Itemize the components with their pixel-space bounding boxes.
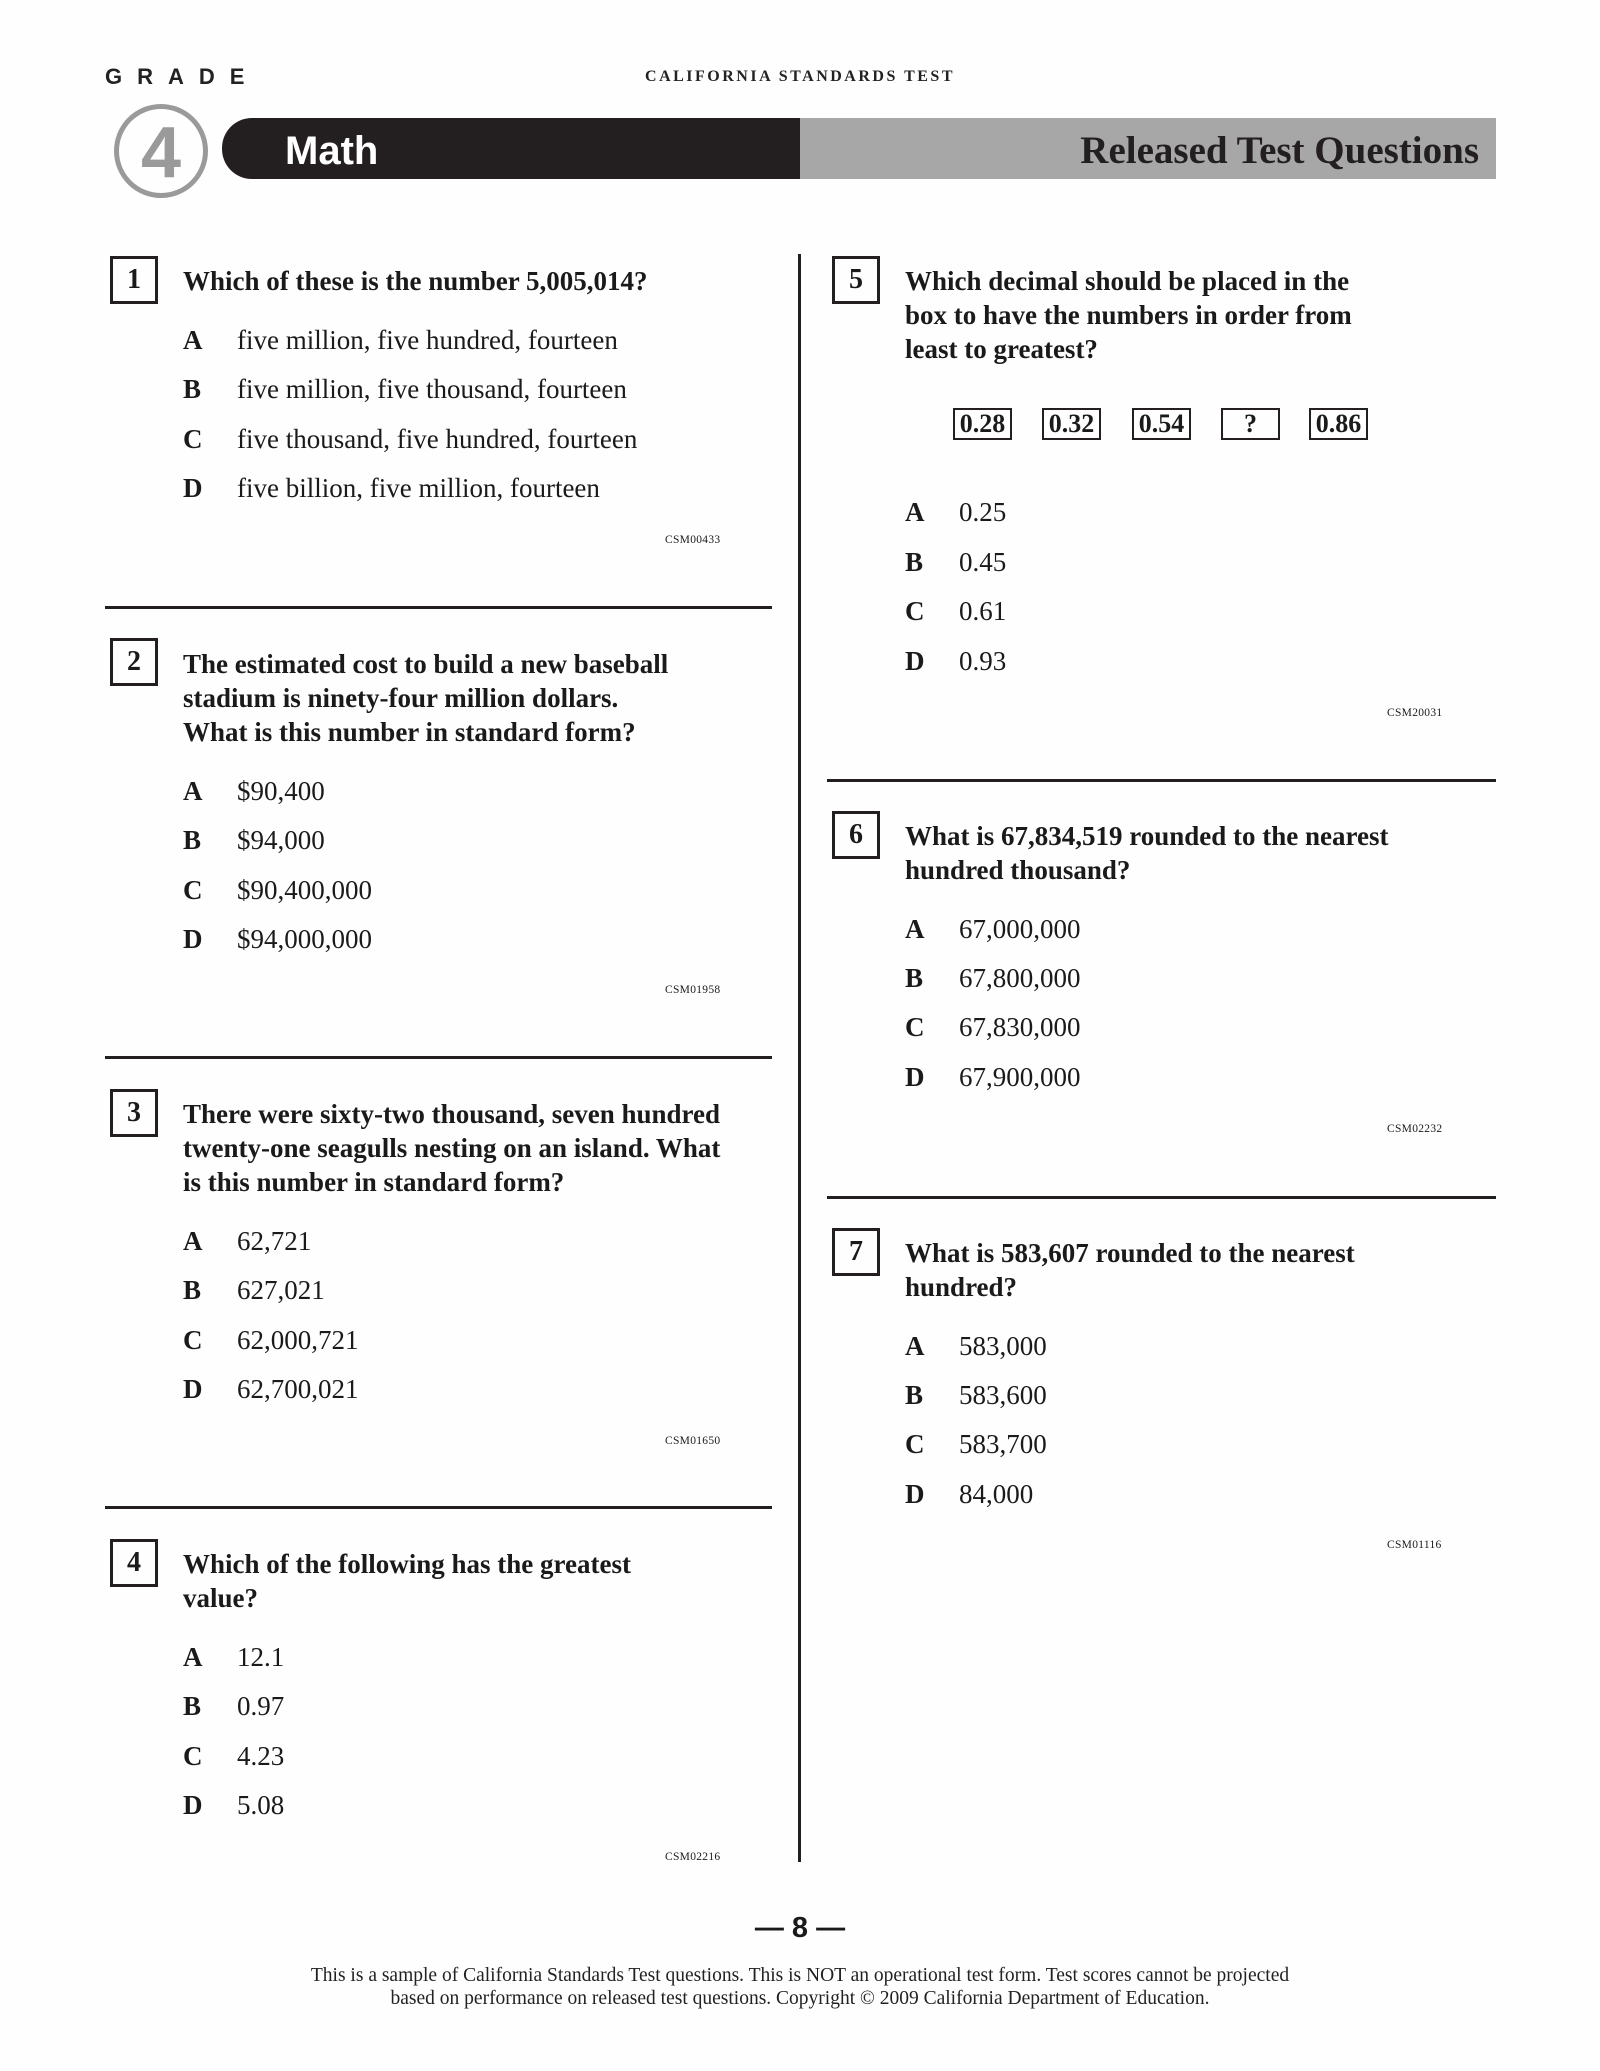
question-3-prompt xyxy=(183,1097,720,1199)
option-a[interactable] xyxy=(905,1329,1047,1363)
page-number: — 8 — xyxy=(754,1912,846,1944)
option-letter: A xyxy=(183,1226,203,1256)
option-letter: A xyxy=(183,1642,203,1672)
grade-label: GRADE xyxy=(105,64,260,89)
question-number: 3 xyxy=(110,1089,158,1137)
prompt-line: Which of these is the number 5,005,014? xyxy=(183,266,648,296)
option-letter: A xyxy=(905,914,925,944)
option-text: 62,721 xyxy=(237,1226,312,1256)
question-separator xyxy=(105,1506,772,1509)
question-separator xyxy=(827,779,1496,782)
option-a[interactable] xyxy=(183,1224,311,1258)
option-text: 12.1 xyxy=(237,1642,285,1672)
option-letter: A xyxy=(183,776,203,806)
sequence-number-box: 0.86 xyxy=(1309,408,1368,440)
option-text: $94,000 xyxy=(237,825,325,855)
item-code: CSM01650 xyxy=(665,1435,721,1447)
question-6 xyxy=(832,811,880,859)
prompt-line: Which of the following has the greatest xyxy=(183,1549,631,1579)
question-number: 5 xyxy=(832,256,880,304)
prompt-line: box to have the numbers in order from xyxy=(905,300,1352,330)
prompt-line: value? xyxy=(183,1583,259,1613)
option-d[interactable] xyxy=(183,471,600,505)
prompt-line: What is 583,607 rounded to the nearest xyxy=(905,1238,1355,1268)
option-d[interactable] xyxy=(183,1788,284,1822)
option-b[interactable] xyxy=(183,823,325,857)
question-2 xyxy=(110,638,158,686)
option-d[interactable] xyxy=(905,644,1006,678)
option-text: $90,400 xyxy=(237,776,325,806)
question-separator xyxy=(827,1196,1496,1199)
option-letter: A xyxy=(183,325,203,355)
option-letter: B xyxy=(183,1275,202,1305)
option-text: 62,000,721 xyxy=(237,1325,359,1355)
grade-number: 4 xyxy=(140,113,182,193)
option-b[interactable] xyxy=(183,1689,284,1723)
column-divider xyxy=(798,254,801,1862)
option-a[interactable] xyxy=(905,495,1006,529)
option-letter: C xyxy=(183,875,203,905)
footer-line: This is a sample of California Standards Test questions. This is NOT an operational test form. Test scores cannot be projected xyxy=(310,1965,1290,1986)
question-7 xyxy=(832,1228,880,1276)
sequence-number-box: 0.54 xyxy=(1132,408,1191,440)
item-code: CSM00433 xyxy=(665,534,721,546)
option-text: $90,400,000 xyxy=(237,875,372,905)
option-letter: D xyxy=(183,473,203,503)
option-text: five thousand, five hundred, fourteen xyxy=(237,424,638,454)
option-text: 0.45 xyxy=(959,547,1007,577)
option-c[interactable] xyxy=(183,1739,284,1773)
option-letter: B xyxy=(183,825,202,855)
prompt-line: stadium is ninety-four million dollars. xyxy=(183,683,619,713)
option-d[interactable] xyxy=(183,922,372,956)
option-a[interactable] xyxy=(183,323,618,357)
option-letter: B xyxy=(183,1691,202,1721)
option-letter: B xyxy=(905,963,924,993)
sequence-number-box: 0.28 xyxy=(953,408,1012,440)
option-text: 0.61 xyxy=(959,596,1007,626)
option-text: 0.25 xyxy=(959,497,1007,527)
footer-line: based on performance on released test questions. Copyright © 2009 California Department of Education. xyxy=(390,1988,1210,2009)
subject-title: Math xyxy=(285,129,379,173)
prompt-line: hundred thousand? xyxy=(905,855,1131,885)
option-text: five million, five thousand, fourteen xyxy=(237,374,627,404)
prompt-line: What is 67,834,519 rounded to the nearest xyxy=(905,821,1389,851)
item-code: CSM01958 xyxy=(665,984,721,996)
question-number: 7 xyxy=(832,1228,880,1276)
prompt-line: There were sixty-two thousand, seven hundred xyxy=(183,1099,721,1129)
option-text: 0.93 xyxy=(959,646,1007,676)
option-text: 84,000 xyxy=(959,1479,1034,1509)
option-text: 583,600 xyxy=(959,1380,1047,1410)
option-text: five million, five hundred, fourteen xyxy=(237,325,618,355)
option-b[interactable] xyxy=(905,545,1006,579)
option-b[interactable] xyxy=(905,961,1081,995)
question-4 xyxy=(110,1539,158,1587)
option-b[interactable] xyxy=(183,1273,325,1307)
question-6-prompt xyxy=(905,819,1389,887)
option-letter: C xyxy=(905,1012,925,1042)
question-number: 6 xyxy=(832,811,880,859)
prompt-line: What is this number in standard form? xyxy=(183,717,636,747)
question-2-prompt xyxy=(183,647,668,749)
option-b[interactable] xyxy=(183,372,627,406)
option-letter: D xyxy=(183,924,203,954)
option-d[interactable] xyxy=(905,1060,1081,1094)
question-1-prompt xyxy=(183,264,648,298)
option-c[interactable] xyxy=(183,1323,359,1357)
test-name: CALIFORNIA STANDARDS TEST xyxy=(645,68,955,85)
option-text: 627,021 xyxy=(237,1275,325,1305)
option-text: 67,000,000 xyxy=(959,914,1081,944)
item-code: CSM02232 xyxy=(1387,1123,1443,1135)
option-letter: B xyxy=(905,1380,924,1410)
option-letter: D xyxy=(183,1790,203,1820)
prompt-line: least to greatest? xyxy=(905,334,1098,364)
prompt-line: twenty-one seagulls nesting on an island. What xyxy=(183,1133,721,1163)
prompt-line: is this number in standard form? xyxy=(183,1167,565,1197)
option-text: five billion, five million, fourteen xyxy=(237,473,600,503)
prompt-line: Which decimal should be placed in the xyxy=(905,266,1350,296)
option-letter: C xyxy=(183,1325,203,1355)
item-code: CSM20031 xyxy=(1387,707,1443,719)
option-letter: C xyxy=(905,1429,925,1459)
option-letter: A xyxy=(905,1331,925,1361)
option-a[interactable] xyxy=(905,912,1081,946)
option-letter: D xyxy=(905,1479,925,1509)
option-b[interactable] xyxy=(905,1378,1047,1412)
section-title: Released Test Questions xyxy=(1080,129,1479,172)
option-text: 4.23 xyxy=(237,1741,285,1771)
option-letter: C xyxy=(905,596,925,626)
option-text: 67,830,000 xyxy=(959,1012,1081,1042)
option-letter: D xyxy=(183,1374,203,1404)
question-1 xyxy=(110,256,158,304)
question-separator xyxy=(105,606,772,609)
option-c[interactable] xyxy=(183,422,637,456)
question-3 xyxy=(110,1089,158,1137)
option-letter: D xyxy=(905,646,925,676)
copyright-notice xyxy=(200,1964,1400,2010)
question-number: 1 xyxy=(110,256,158,304)
item-code: CSM02216 xyxy=(665,1851,721,1863)
question-4-prompt xyxy=(183,1547,631,1615)
option-c[interactable] xyxy=(183,873,372,907)
question-7-prompt xyxy=(905,1236,1355,1304)
option-letter: A xyxy=(905,497,925,527)
option-letter: D xyxy=(905,1062,925,1092)
option-a[interactable] xyxy=(183,1640,284,1674)
sequence-number-box: 0.32 xyxy=(1042,408,1101,440)
prompt-line: hundred? xyxy=(905,1272,1018,1302)
option-c[interactable] xyxy=(905,594,1006,628)
option-c[interactable] xyxy=(905,1427,1047,1461)
question-number: 4 xyxy=(110,1539,158,1587)
option-letter: B xyxy=(905,547,924,577)
question-5 xyxy=(832,256,880,304)
sequence-unknown-box: ? xyxy=(1221,408,1280,440)
option-c[interactable] xyxy=(905,1010,1081,1044)
option-text: 0.97 xyxy=(237,1691,285,1721)
question-separator xyxy=(105,1056,772,1059)
option-letter: C xyxy=(183,424,203,454)
option-letter: B xyxy=(183,374,202,404)
option-text: 62,700,021 xyxy=(237,1374,359,1404)
option-text: 67,800,000 xyxy=(959,963,1081,993)
option-d[interactable] xyxy=(905,1477,1033,1511)
option-text: $94,000,000 xyxy=(237,924,372,954)
option-text: 67,900,000 xyxy=(959,1062,1081,1092)
prompt-line: The estimated cost to build a new baseball xyxy=(183,649,669,679)
option-text: 583,700 xyxy=(959,1429,1047,1459)
grade-badge xyxy=(114,104,208,198)
question-5-prompt xyxy=(905,264,1352,366)
question-number: 2 xyxy=(110,638,158,686)
option-letter: C xyxy=(183,1741,203,1771)
item-code: CSM01116 xyxy=(1387,1539,1442,1551)
option-text: 5.08 xyxy=(237,1790,285,1820)
option-d[interactable] xyxy=(183,1372,359,1406)
option-text: 583,000 xyxy=(959,1331,1047,1361)
option-a[interactable] xyxy=(183,774,325,808)
